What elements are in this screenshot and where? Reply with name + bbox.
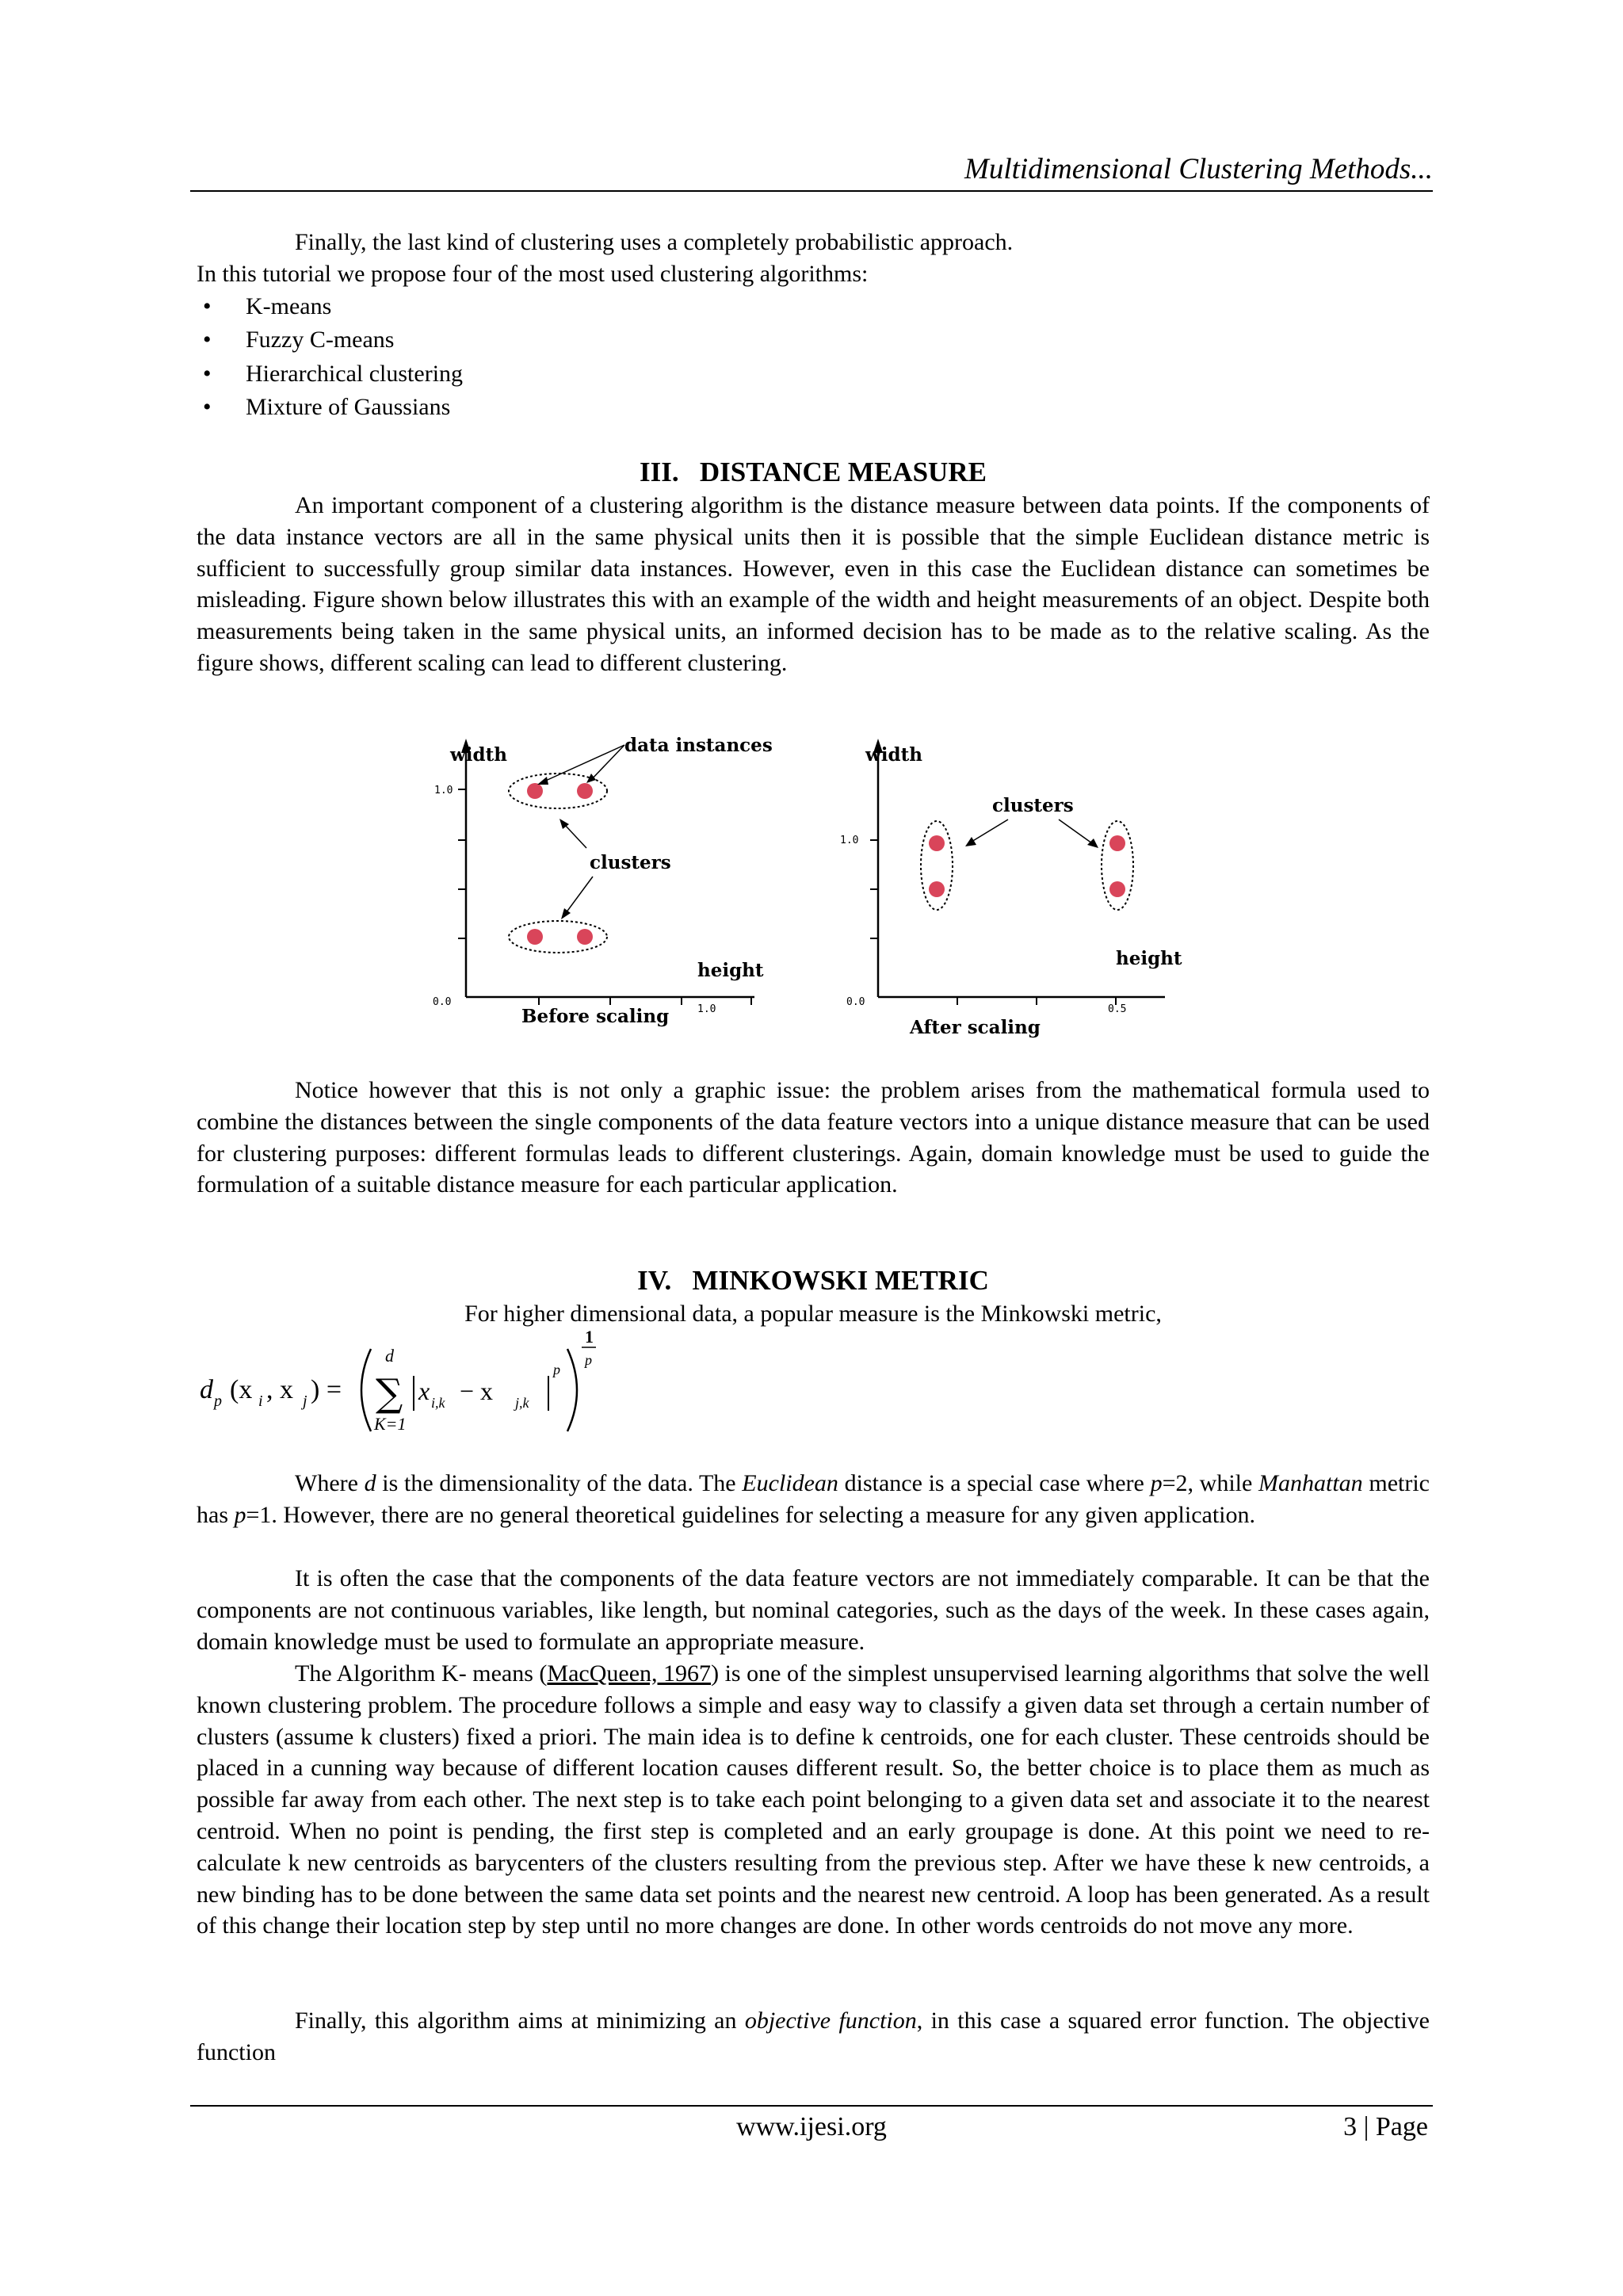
section-4-title: IV. MINKOWSKI METRIC: [637, 1265, 989, 1296]
list-item: • K-means: [197, 290, 989, 323]
data-point: [527, 783, 543, 799]
svg-text:p: p: [585, 1352, 592, 1368]
left-caption: Before scaling: [521, 1006, 670, 1027]
svg-text:d: d: [200, 1375, 213, 1404]
macqueen-citation-link[interactable]: MacQueen, 1967: [547, 1660, 712, 1687]
svg-text:i: i: [258, 1392, 263, 1410]
svg-text:(x: (x: [230, 1375, 253, 1404]
svg-text:d: d: [385, 1346, 394, 1366]
list-item: • Mixture of Gaussians: [197, 391, 989, 424]
data-point: [1109, 835, 1125, 851]
right-y-label: width: [865, 744, 922, 766]
minkowski-formula: [195, 1325, 639, 1444]
svg-text:) =: ) =: [311, 1375, 342, 1404]
intro-line-2: In this tutorial we propose four of the most used clustering algorithms:: [197, 261, 869, 287]
svg-text:p: p: [214, 1392, 222, 1410]
section-4-paragraph-3: The Algorithm K- means (MacQueen, 1967) is one of the simplest unsupervised learning algorithms that solve the well known clustering problem. The procedure follows a simple and easy way to classify a given data set through a certain number of clusters (assume k clusters) fixed a priori. The main idea is to define k centroids, one for each cluster. These centroids should be placed in a cunning way because of different location causes different result. So, the better choice is to place them as much as possible far away from each other. The next step is to take each point belonging to a given data set and associate it to the nearest centroid. When no point is pending, the first step is completed and an early groupage is done. At this point we need to re-calculate k new centroids as barycenters of the clusters resulting from the previous step. After we have these k new centroids, a new binding has to be done between the same data set points and the nearest new centroid. A loop has been generated. As a result of this change their location step by step until no more changes are done. In other words centroids do not move any more.: [197, 1660, 1430, 1939]
section-3-title: III. DISTANCE MEASURE: [640, 457, 987, 487]
left-tick-origin: 0.0: [433, 996, 452, 1008]
before-scaling-panel: [433, 735, 773, 1027]
after-scaling-panel: [840, 739, 1182, 1038]
svg-text:, x: , x: [266, 1375, 293, 1404]
section-3-paragraph-1: An important component of a clustering algorithm is the distance measure between data points. If the components of the data instance vectors are all in the same physical units then it is possible that the simple Euclidean distance metric is sufficient to successfully group similar data instances. However, even in this case the Euclidean distance can sometimes be misleading. Figure shown below illustrates this with an example of the width and height measurements of an object. Despite both measurements being taken in the same physical units, an informed decision has to be made as to the relative scaling. As the figure shows, different scaling can lead to different clustering.: [197, 492, 1430, 676]
svg-text:K=1: K=1: [374, 1414, 407, 1434]
svg-text:j: j: [303, 1392, 307, 1410]
section-4-intro: For higher dimensional data, a popular measure is the Minkowski metric,: [464, 1301, 1162, 1327]
right-tick-origin: 0.0: [846, 996, 865, 1008]
running-title: Multidimensional Clustering Methods...: [964, 153, 1433, 185]
header-rule: [190, 190, 1433, 192]
footer-website: www.ijesi.org: [736, 2112, 887, 2141]
svg-text:∑: ∑: [376, 1371, 403, 1415]
svg-text:x: x: [418, 1377, 430, 1405]
section-3-paragraph-2: Notice however that this is not only a graphic issue: the problem arises from the mathematical formula used to combine the distances between the single components of the data feature vectors into a unique distance measure that can be used for clustering purposes: different formulas leads to different clusterings. Again, domain knowledge must be used to guide the formulation of a suitable distance measure for each particular application.: [197, 1077, 1430, 1198]
data-point: [929, 881, 945, 897]
svg-text:p: p: [553, 1362, 560, 1377]
section-4-paragraph-1: Where d is the dimensionality of the data. The Euclidean distance is a special case where p=2, while Manhattan metric has p=1. However, there are no general theoretical guidelines for selecting a measure for any given application.: [197, 1470, 1430, 1528]
right-x-label: height: [1116, 948, 1182, 969]
right-caption: After scaling: [910, 1017, 1041, 1038]
data-point: [527, 929, 543, 945]
footer-rule: [190, 2105, 1433, 2107]
list-item: • Fuzzy C-means: [197, 323, 989, 357]
section-4-paragraph-2: It is often the case that the components of the data feature vectors are not immediately comparable. It can be that the components are not continuous variables, like length, but nominal categories, such as the days of the week. In these cases again, domain knowledge must be used to formulate an appropriate measure.: [197, 1565, 1430, 1655]
section-4-paragraph-4: Finally, this algorithm aims at minimizing an objective function, in this case a squared error function. The objective function: [197, 2008, 1430, 2065]
footer-page-number: 3 | Page: [1343, 2112, 1428, 2141]
data-point: [1109, 881, 1125, 897]
list-item: • Hierarchical clustering: [197, 357, 989, 391]
left-annot-data-instances: data instances: [624, 735, 773, 756]
right-annot-clusters: clusters: [992, 795, 1074, 816]
left-annot-clusters: clusters: [590, 852, 671, 873]
data-point: [577, 929, 593, 945]
svg-text:1: 1: [585, 1327, 594, 1347]
right-tick-y-top: 1.0: [840, 835, 859, 846]
right-tick-x-right: 0.5: [1108, 1003, 1127, 1015]
data-point: [929, 835, 945, 851]
left-tick-y-top: 1.0: [434, 785, 453, 797]
svg-text:− x: − x: [460, 1377, 494, 1405]
left-x-label: height: [697, 960, 764, 981]
intro-line-1: Finally, the last kind of clustering uses a completely probabilistic approach.: [295, 229, 1014, 255]
left-y-label: width: [450, 744, 507, 766]
algorithm-list: [197, 290, 989, 424]
data-point: [577, 783, 593, 799]
left-tick-x-right: 1.0: [697, 1003, 716, 1015]
svg-text:i,k: i,k: [431, 1395, 445, 1411]
scaling-figure: [412, 729, 1458, 1062]
svg-text:j,k: j,k: [515, 1395, 529, 1411]
